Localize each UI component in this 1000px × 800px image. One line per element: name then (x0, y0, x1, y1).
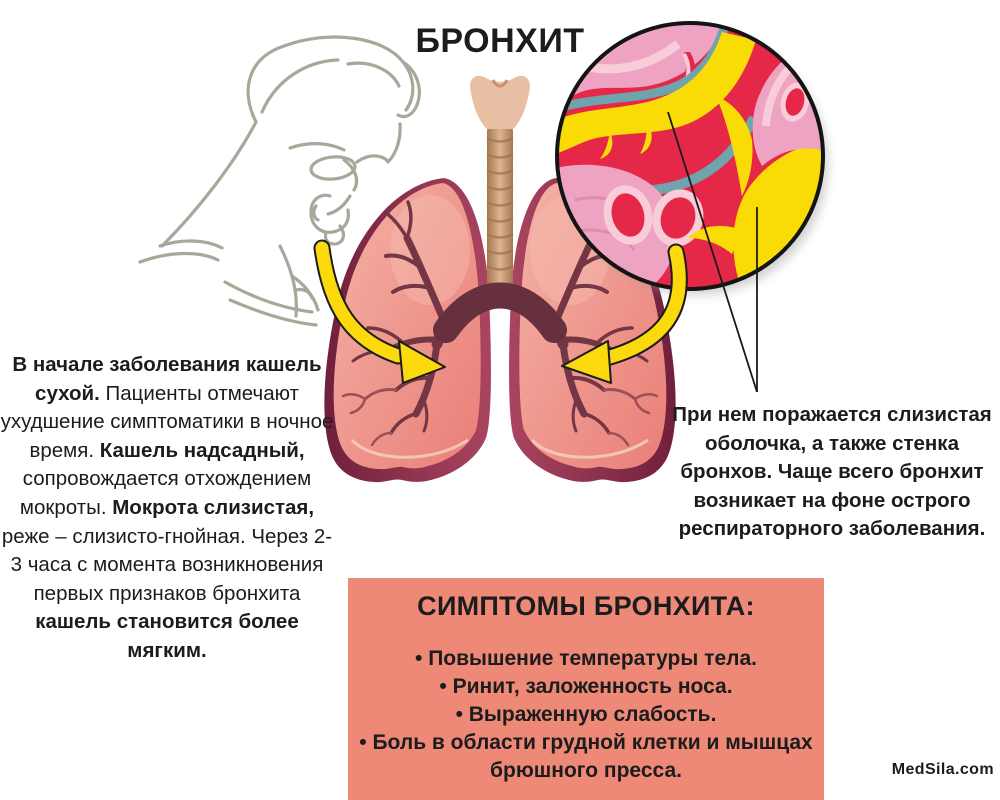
main-bronchi-arch (446, 296, 554, 331)
left-description (0, 351, 334, 666)
symptoms-heading: СИМПТОМЫ БРОНХИТА: (417, 591, 755, 621)
text-segment: Пациенты отмечают ухудшение симптоматики в ночное время. (0, 381, 334, 462)
text-segment: кашель становится более мягким. (35, 610, 299, 662)
right-description (664, 401, 1000, 544)
symptoms-box (348, 578, 824, 800)
page-title: БРОНХИТ (415, 22, 585, 60)
symptom-item: • Повышение температуры тела. (415, 647, 757, 670)
symptom-item: • Выраженную слабость. (455, 703, 717, 726)
larynx (470, 76, 530, 129)
text-segment: сопровождается отхождением мокроты. (19, 467, 312, 519)
watermark: MedSila.com (891, 761, 994, 778)
text-segment: При нем поражается слизистая оболочка, а также стенка бронхов. Чаще всего бронхит возникает на фоне острого респираторного заболевания. (672, 403, 992, 541)
text-segment: Кашель надсадный, (99, 438, 305, 462)
symptom-item: • Боль в области грудной клетки и мышцах брюшного пресса. (359, 731, 813, 782)
symptoms-list (348, 645, 824, 785)
trachea-tube (487, 122, 513, 298)
text-segment: Мокрота слизистая, (112, 495, 315, 519)
text-segment: реже – слизисто-гнойная. Через 2-3 часа с момента возникновения первых признаков бронхита (1, 524, 333, 605)
symptom-item: • Ринит, заложенность носа. (439, 675, 733, 698)
text-segment: В начале заболевания кашель сухой. (12, 353, 322, 405)
